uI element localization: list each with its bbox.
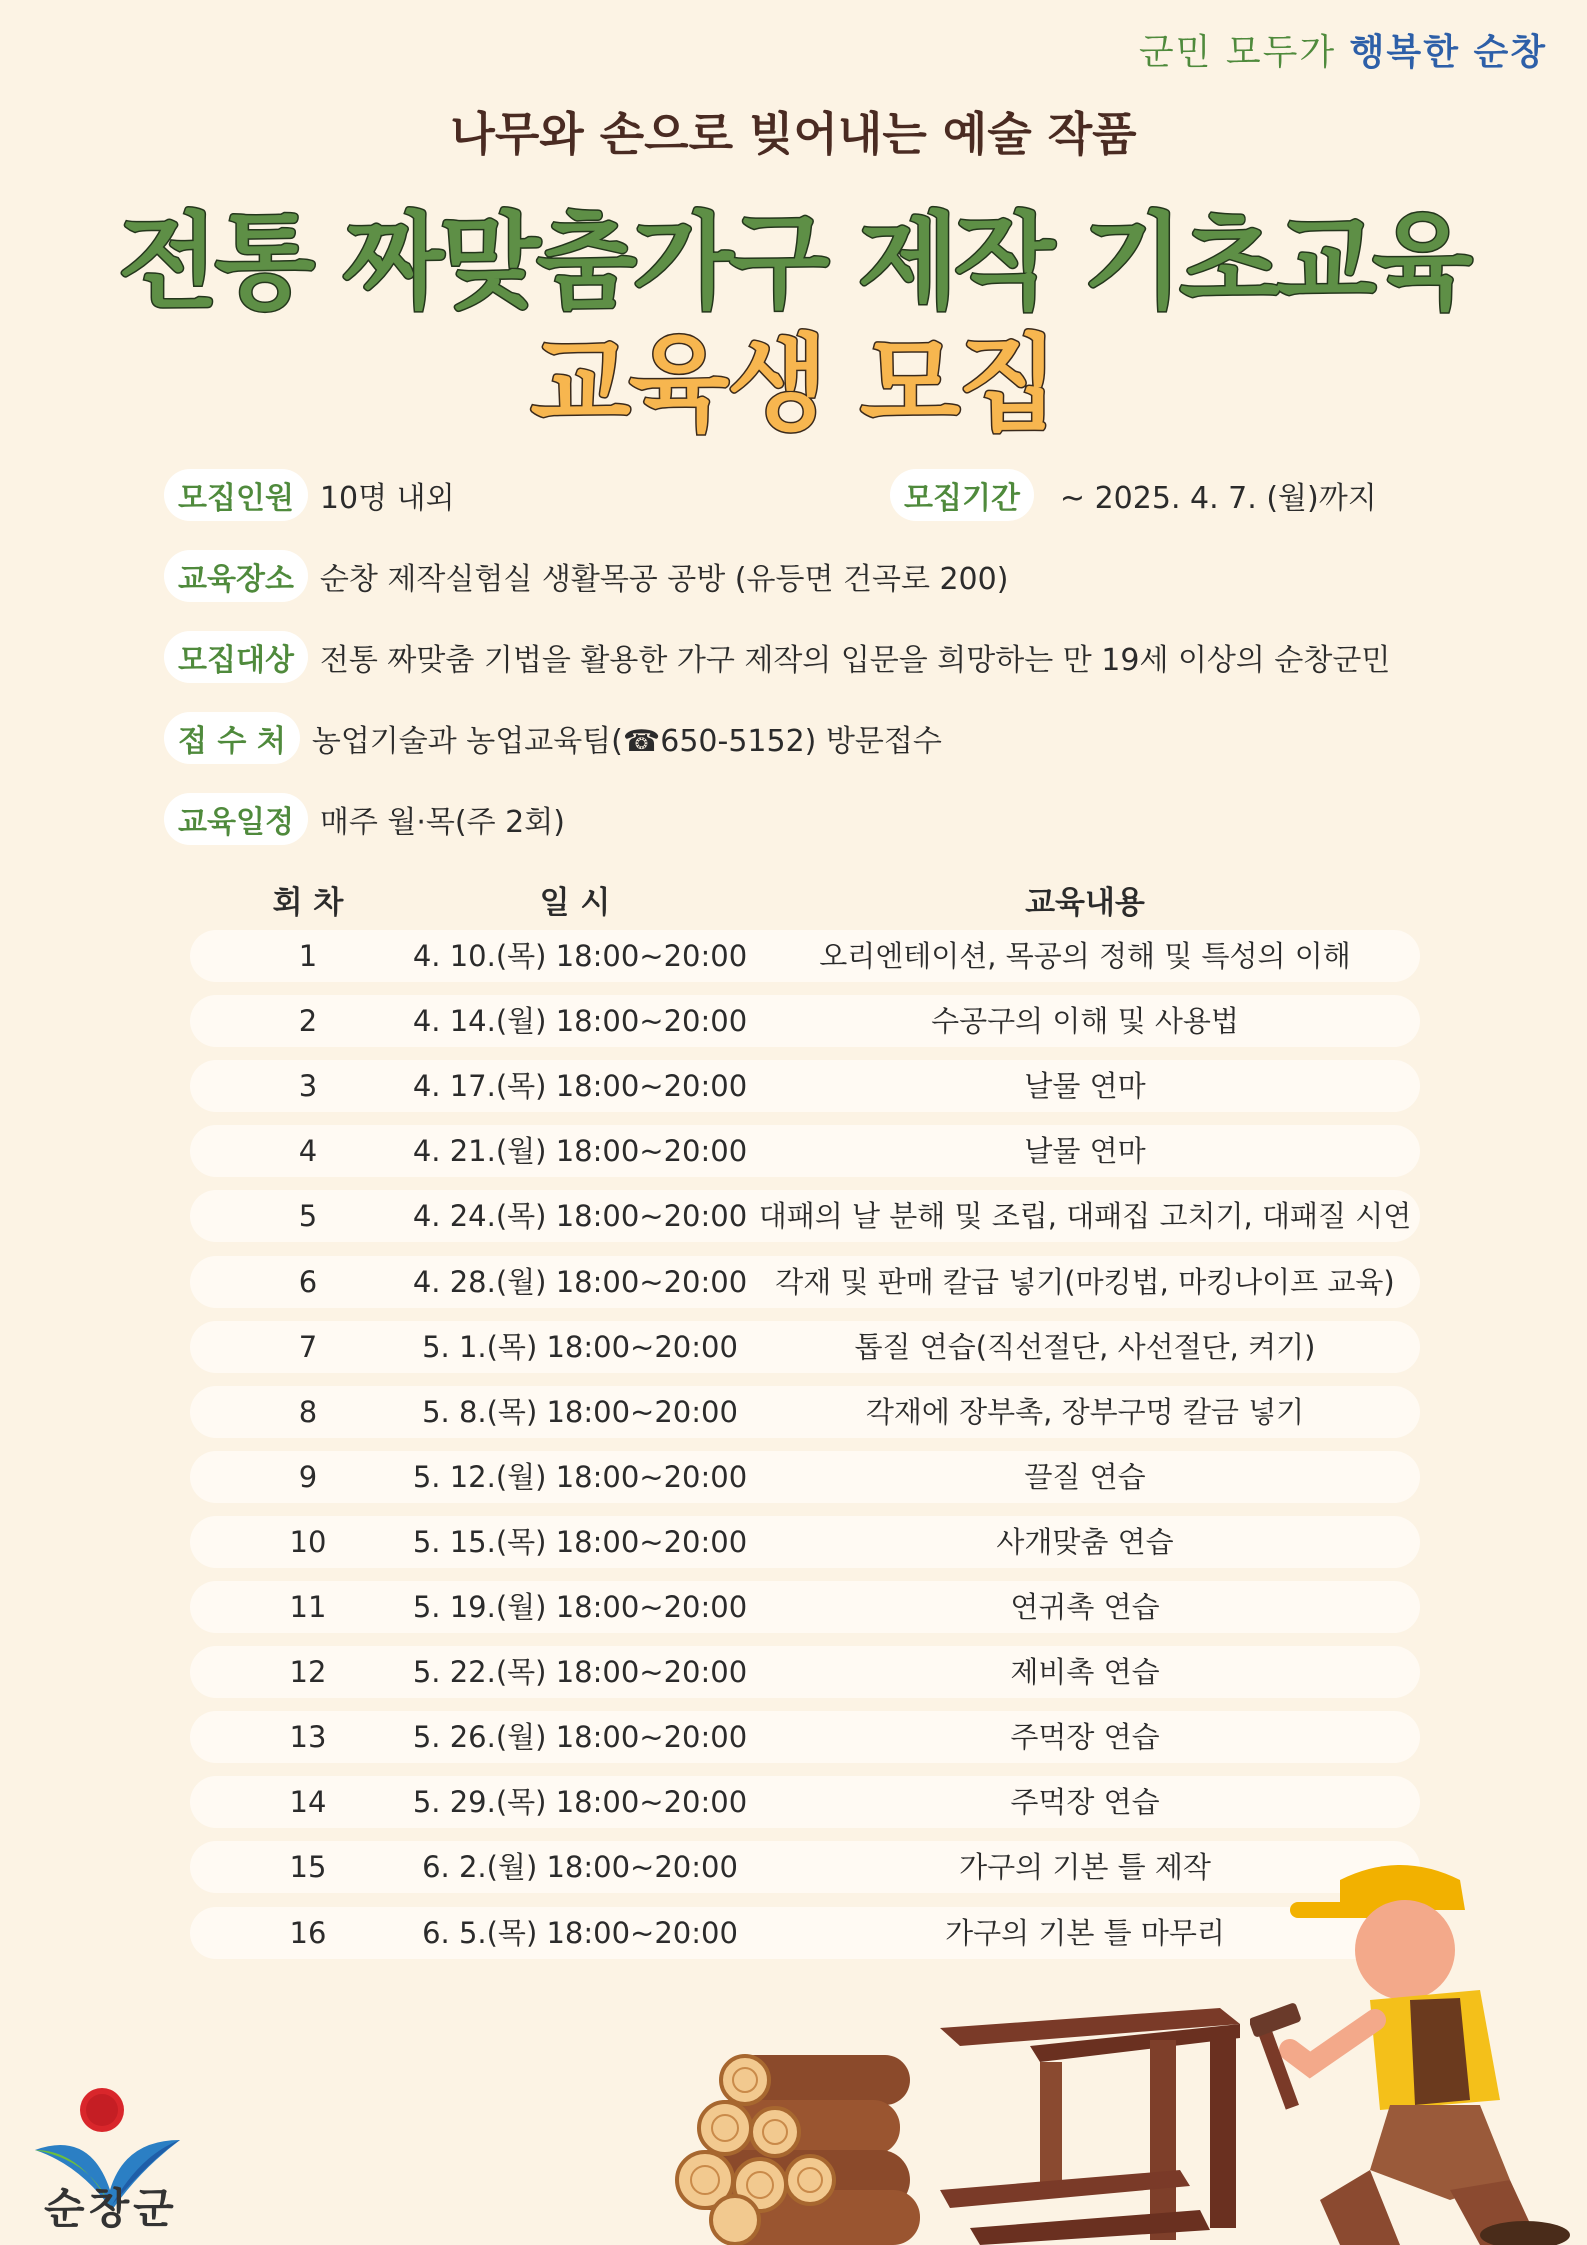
content-cell: 대패의 날 분해 및 조립, 대패집 고치기, 대패질 시연: [758, 1199, 1412, 1234]
content-cell: 날물 연마: [1024, 1069, 1146, 1104]
info-schedule: [164, 794, 565, 844]
datetime-cell: 5. 15.(목) 18:00~20:00: [412, 1524, 748, 1559]
content-cell: 주먹장 연습: [1010, 1720, 1160, 1755]
carpenter-illustration: [1250, 1850, 1580, 2245]
datetime-cell: 5. 12.(월) 18:00~20:00: [412, 1459, 748, 1494]
period-value: ~ 2025. 4. 7. (월)까지: [1059, 481, 1377, 516]
table-row: [190, 1711, 1420, 1763]
header-round: 회 차: [272, 885, 344, 921]
table-row: [190, 1256, 1420, 1308]
table-row: [190, 1776, 1420, 1828]
table-row: [190, 1451, 1420, 1503]
table-row: [190, 1516, 1420, 1568]
datetime-cell: 5. 19.(월) 18:00~20:00: [412, 1590, 748, 1624]
content-cell: 수공구의 이해 및 사용법: [931, 1004, 1239, 1039]
round-cell: 6: [298, 1264, 318, 1299]
place-value: 순창 제작실험실 생활목공 공방 (유등면 건곡로 200): [319, 562, 1009, 597]
content-cell: 오리엔테이션, 목공의 정해 및 특성의 이해: [819, 939, 1351, 973]
capacity-value: 10명 내외: [319, 481, 455, 516]
table-row: [190, 930, 1420, 982]
info-apply: [164, 713, 942, 763]
datetime-cell: 4. 21.(월) 18:00~20:00: [412, 1134, 748, 1169]
content-cell: 연귀촉 연습: [1010, 1590, 1160, 1624]
content-cell: 가구의 기본 틀 제작: [959, 1850, 1211, 1885]
round-cell: 4: [298, 1134, 318, 1169]
table-row: [190, 1841, 1420, 1893]
slogan-part1: 군민 모두가: [1138, 32, 1337, 73]
table-row: [190, 1907, 1420, 1959]
round-cell: 8: [298, 1394, 318, 1429]
datetime-cell: 5. 8.(목) 18:00~20:00: [422, 1394, 738, 1429]
schedule-label: 교육일정: [164, 793, 308, 845]
round-cell: 14: [289, 1785, 327, 1820]
info-place: [164, 551, 1008, 601]
info-capacity: [164, 470, 455, 520]
slogan: [1139, 24, 1547, 75]
content-cell: 날물 연마: [1024, 1134, 1146, 1169]
datetime-cell: 4. 10.(목) 18:00~20:00: [412, 939, 748, 973]
table-row: [190, 1125, 1420, 1177]
content-cell: 제비촉 연습: [1010, 1655, 1160, 1690]
wood-logs-illustration: [670, 2040, 940, 2245]
schedule-value: 매주 월·목(주 2회): [319, 805, 565, 840]
round-cell: 11: [289, 1590, 327, 1624]
capacity-label: 모집인원: [164, 469, 308, 521]
info-period: [890, 470, 1377, 520]
round-cell: 15: [289, 1850, 327, 1885]
datetime-cell: 6. 2.(월) 18:00~20:00: [422, 1850, 738, 1885]
table-row: [190, 1646, 1420, 1698]
content-cell: 각재 및 판매 칼급 넣기(마킹법, 마킹나이프 교육): [775, 1264, 1395, 1299]
table-row: [190, 1321, 1420, 1373]
table-row: [190, 1190, 1420, 1242]
round-cell: 5: [298, 1199, 318, 1234]
round-cell: 13: [289, 1720, 327, 1755]
round-cell: 9: [298, 1459, 318, 1494]
table-row: [190, 1386, 1420, 1438]
apply-label: 접 수 처: [164, 712, 300, 764]
table-row: [190, 1060, 1420, 1112]
info-target: [164, 632, 1390, 682]
datetime-cell: 5. 26.(월) 18:00~20:00: [412, 1720, 748, 1755]
subtitle: 나무와 손으로 빚어내는 예술 작품: [450, 107, 1137, 161]
header-datetime: 일 시: [539, 885, 611, 921]
datetime-cell: 5. 1.(목) 18:00~20:00: [422, 1329, 738, 1364]
round-cell: 7: [298, 1329, 318, 1364]
round-cell: 1: [298, 939, 318, 973]
apply-value: 농업기술과 농업교육팀(☎650-5152) 방문접수: [311, 724, 942, 759]
datetime-cell: 4. 14.(월) 18:00~20:00: [412, 1004, 748, 1039]
table-row: [190, 1581, 1420, 1633]
datetime-cell: 4. 28.(월) 18:00~20:00: [412, 1264, 748, 1299]
datetime-cell: 6. 5.(목) 18:00~20:00: [422, 1915, 738, 1950]
header-content: 교육내용: [1025, 885, 1145, 921]
target-value: 전통 짜맞춤 기법을 활용한 가구 제작의 입문을 희망하는 만 19세 이상의 순창군민: [319, 643, 1391, 678]
round-cell: 10: [289, 1524, 327, 1559]
round-cell: 3: [298, 1069, 318, 1104]
content-cell: 주먹장 연습: [1010, 1785, 1160, 1820]
datetime-cell: 5. 29.(목) 18:00~20:00: [412, 1785, 748, 1820]
content-cell: 각재에 장부촉, 장부구멍 칼금 넣기: [865, 1394, 1305, 1429]
slogan-part2: 행복한: [1349, 32, 1460, 73]
content-cell: 끌질 연습: [1024, 1459, 1146, 1494]
content-cell: 사개맞춤 연습: [996, 1524, 1174, 1559]
table-row: [190, 995, 1420, 1047]
round-cell: 12: [289, 1655, 327, 1690]
content-cell: 가구의 기본 틀 마무리: [945, 1915, 1225, 1950]
round-cell: 2: [298, 1004, 318, 1039]
round-cell: 16: [289, 1915, 327, 1950]
datetime-cell: 5. 22.(목) 18:00~20:00: [412, 1655, 748, 1690]
recruit-title: 교육생 모집: [530, 323, 1057, 445]
period-label: 모집기간: [890, 469, 1034, 521]
place-label: 교육장소: [164, 550, 308, 602]
content-cell: 톱질 연습(직선절단, 사선절단, 켜기): [854, 1329, 1316, 1364]
datetime-cell: 4. 24.(목) 18:00~20:00: [412, 1199, 748, 1234]
main-title: 전통 짜맞춤가구 제작 기초교육: [118, 201, 1469, 323]
county-name: 순창군: [44, 2184, 178, 2233]
target-label: 모집대상: [164, 631, 308, 683]
slogan-part3: 순창: [1473, 32, 1547, 73]
datetime-cell: 4. 17.(목) 18:00~20:00: [412, 1069, 748, 1104]
